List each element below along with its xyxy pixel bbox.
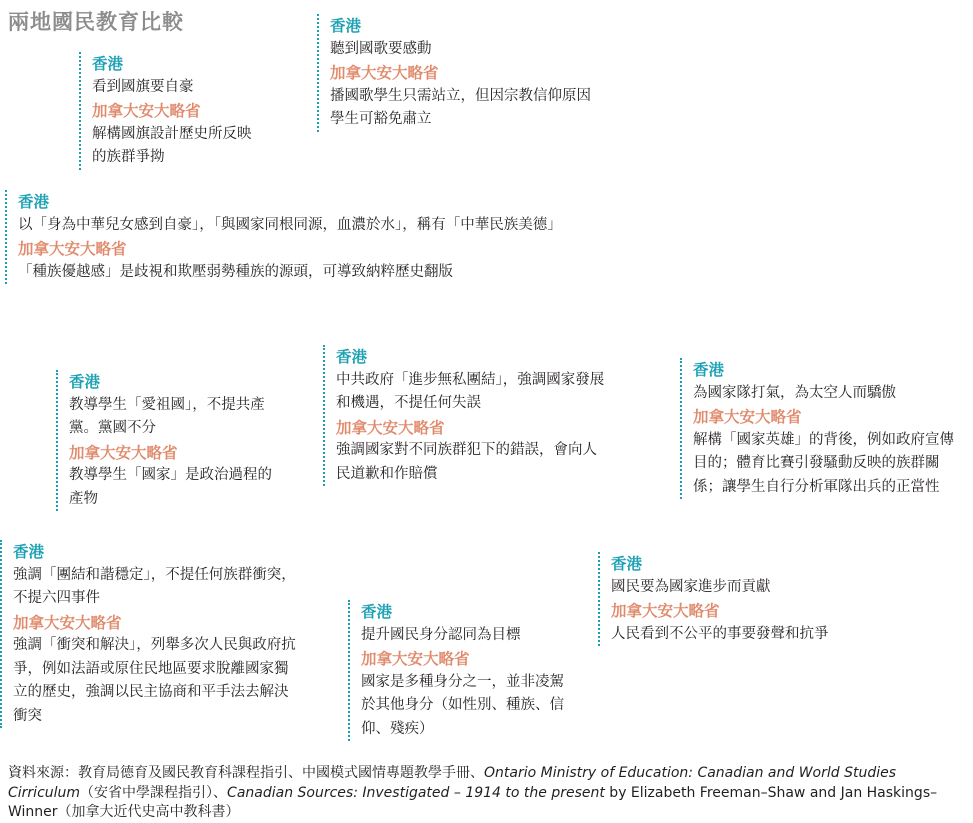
comparison-motherland bbox=[56, 370, 274, 511]
source-title-1: Ontario Ministry of Education: Canadian and World Studies Cirriculum bbox=[8, 765, 897, 801]
comparison-heroes bbox=[680, 358, 962, 499]
source-note bbox=[8, 764, 958, 823]
comparison-government bbox=[323, 345, 608, 486]
hk-text: 為國家隊打氣，為太空人而驕傲 bbox=[693, 384, 896, 401]
comparison-contribution bbox=[598, 552, 898, 646]
hk-label: 香港 bbox=[330, 16, 362, 35]
source-text-1: 資料來源：教育局德育及國民教育科課程指引、中國模式國情專題教學手冊、 bbox=[8, 765, 484, 781]
ca-text: 人民看到不公平的事要發聲和抗爭 bbox=[611, 625, 829, 642]
ca-text: 強調國家對不同族群犯下的錯誤，會向人民道歉和作賠償 bbox=[336, 442, 597, 482]
ca-text: 強調「衝突和解決」，列舉多次人民與政府抗爭，例如法語或原住民地區要求脫離國家獨立的歷史，強調以民主協商和平手法去解決衝突 bbox=[13, 637, 296, 724]
ca-label: 加拿大安大略省 bbox=[361, 649, 470, 668]
ca-text: 解構國旗設計歷史所反映的族群爭拗 bbox=[92, 125, 252, 165]
ca-text: 解構「國家英雄」的背後，例如政府宣傳目的；體育比賽引發騷動反映的族群關係；讓學生自行分析軍隊出兵的正當性 bbox=[693, 431, 954, 495]
source-text-3: by Elizabeth Freeman–Shaw and Jan Haskings–Winner（加拿大近代史高中教科書） bbox=[8, 784, 938, 820]
hk-text: 國民要為國家進步而貢獻 bbox=[611, 578, 771, 595]
ca-text: 教導學生「國家」是政治過程的產物 bbox=[69, 467, 272, 507]
hk-text: 提升國民身分認同為目標 bbox=[361, 626, 521, 643]
ca-label: 加拿大安大略省 bbox=[18, 239, 127, 258]
hk-text: 強調「團結和諧穩定」，不提任何族群衝突，不提六四事件 bbox=[13, 566, 296, 606]
hk-label: 香港 bbox=[13, 542, 45, 561]
hk-label: 香港 bbox=[18, 192, 50, 211]
hk-text: 聽到國歌要感動 bbox=[330, 40, 432, 57]
ca-text: 「種族優越感」是歧視和欺壓弱勢種族的源頭，可導致納粹歷史翻版 bbox=[18, 263, 453, 280]
hk-label: 香港 bbox=[92, 54, 124, 73]
hk-label: 香港 bbox=[336, 347, 368, 366]
ca-label: 加拿大安大略省 bbox=[611, 601, 720, 620]
ca-label: 加拿大安大略省 bbox=[693, 407, 802, 426]
hk-label: 香港 bbox=[361, 602, 393, 621]
ca-label: 加拿大安大略省 bbox=[336, 417, 445, 437]
hk-text: 中共政府「進步無私團結」，強調國家發展和機遇，不提任何失誤 bbox=[336, 371, 605, 411]
hk-text: 看到國旗要自豪 bbox=[92, 78, 194, 95]
hk-label: 香港 bbox=[693, 360, 725, 379]
ca-label: 加拿大安大略省 bbox=[92, 101, 201, 120]
source-title-2: Canadian Sources: Investigated – 1914 to the present bbox=[227, 784, 605, 801]
hk-label: 香港 bbox=[69, 372, 101, 391]
ca-label: 加拿大安大略省 bbox=[69, 442, 178, 462]
hk-text: 教導學生「愛祖國」，不提共產黨。黨國不分 bbox=[69, 396, 265, 436]
hk-label: 香港 bbox=[611, 554, 643, 573]
ca-label: 加拿大安大略省 bbox=[330, 63, 439, 82]
ca-text: 國家是多種身分之一，並非凌駕於其他身分（如性別、種族、信仰、殘疾） bbox=[361, 673, 564, 737]
page-title: 兩地國民教育比較 bbox=[8, 9, 184, 34]
comparison-conflict bbox=[0, 540, 300, 728]
hk-text: 以「身為中華兒女感到自豪」，「與國家同根同源，血濃於水」，稱有「中華民族美德」 bbox=[18, 216, 562, 233]
source-text-2: （安省中學課程指引）、 bbox=[80, 784, 228, 801]
comparison-anthem bbox=[317, 14, 592, 132]
comparison-identity bbox=[348, 600, 576, 741]
comparison-ethnic-pride bbox=[5, 190, 565, 284]
ca-label: 加拿大安大略省 bbox=[13, 612, 122, 632]
comparison-flag bbox=[79, 52, 259, 170]
ca-text: 播國歌學生只需站立，但因宗教信仰原因學生可豁免肅立 bbox=[330, 87, 591, 127]
